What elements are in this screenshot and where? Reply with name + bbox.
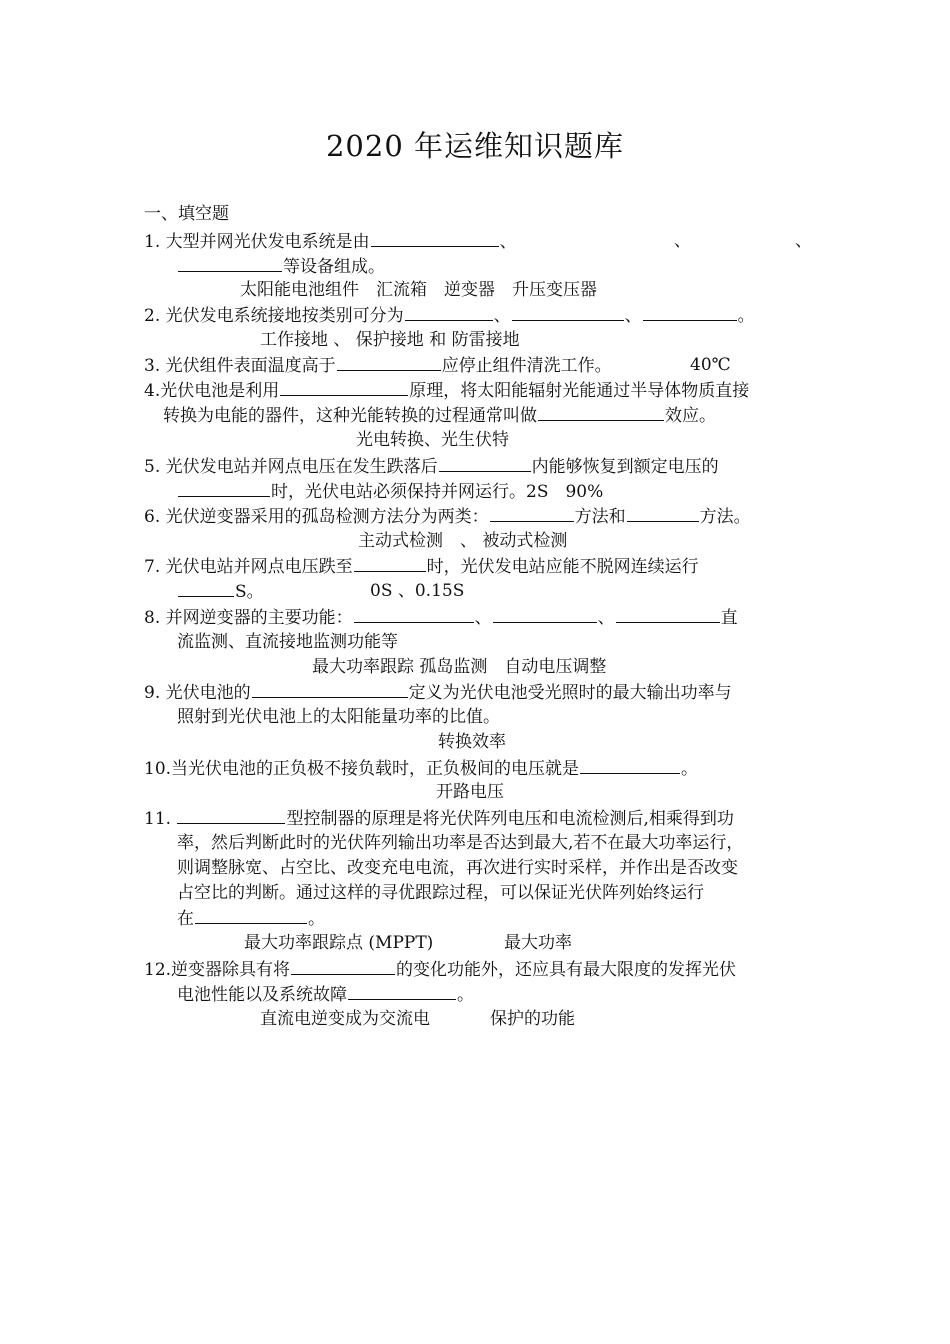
question-text: 光伏电池的: [165, 683, 251, 703]
question-text: 内能够恢复到额定电压的: [531, 457, 719, 477]
answer-text: 主动式检测 、 被动式检测: [358, 531, 568, 551]
question-3: [144, 353, 612, 378]
question-9: [144, 680, 732, 705]
question-text: 方法。: [699, 507, 751, 527]
question-number: 11.: [144, 809, 172, 829]
question-number: 10.: [144, 759, 172, 779]
answer-blank: [178, 254, 282, 272]
answer-blank: [178, 479, 270, 497]
separator: 、: [493, 306, 511, 326]
answer-blank: [348, 982, 456, 1000]
answer-blank: [512, 303, 624, 321]
question-12: [144, 957, 736, 982]
end-mark: 。: [457, 985, 474, 1005]
question-number: 5.: [144, 457, 161, 477]
answer-text: 最大功率跟踪 孤岛监测 自动电压调整: [312, 657, 607, 677]
question-number: 3.: [144, 356, 161, 376]
question-number: 2.: [144, 306, 161, 326]
question-text: 光伏组件表面温度高于: [165, 356, 336, 376]
question-text: S。: [235, 582, 264, 602]
question-text: 的变化功能外，还应具有最大限度的发挥光伏: [396, 960, 737, 980]
answer-text: 工作接地 、 保护接地 和 防雷接地: [260, 330, 520, 350]
question-11: [144, 806, 734, 831]
question-7-cont: [177, 579, 264, 604]
answer-blank: [627, 504, 699, 522]
question-text: 方法和: [574, 507, 626, 527]
question-text: 当光伏电池的正负极不接负载时，正负极间的电压就是: [171, 759, 580, 779]
answer-text: 最大功率跟踪点 (MPPT): [244, 933, 434, 953]
question-text: 并网逆变器的主要功能：: [165, 608, 353, 628]
answer-text: 40℃: [690, 355, 731, 375]
page-title: 2020 年运维知识题库: [325, 129, 625, 163]
answer-blank: [405, 303, 493, 321]
answer-text: 太阳能电池组件 汇流箱 逆变器 升压变压器: [240, 280, 597, 300]
question-11-cont: 则调整脉宽、占空比、改变充电电流，再次进行实时采样，并作出是否改变: [177, 858, 738, 878]
section-heading: 一、填空题: [144, 204, 229, 224]
question-text: 转换为电能的器件，这种光能转换的过程通常叫做: [163, 406, 537, 426]
separator: 、: [795, 231, 812, 251]
separator: 、: [624, 306, 642, 326]
question-text: 光伏电站并网点电压跌至: [165, 557, 353, 577]
answer-blank: [195, 906, 307, 924]
separator: 、: [474, 608, 492, 628]
question-text: 等设备组成。: [283, 257, 385, 277]
question-10: [144, 756, 698, 781]
answer-text: 直流电逆变成为交流电: [260, 1009, 430, 1029]
question-5-cont: [177, 479, 603, 504]
question-text: 型控制器的原理是将光伏阵列电压和电流检测后,相乘得到功: [286, 809, 734, 829]
question-6: [144, 504, 751, 529]
end-mark: 。: [681, 759, 699, 779]
question-text: 时，光伏发电站应能不脱网连续运行: [426, 557, 699, 577]
question-number: 9.: [144, 683, 161, 703]
answer-blank: [493, 605, 597, 623]
answer-blank: [354, 554, 426, 572]
question-text: 原理，将太阳能辐射光能通过半导体物质直接: [409, 381, 750, 401]
question-text: 直: [720, 608, 738, 628]
answer-text: 保护的功能: [490, 1009, 575, 1029]
end-mark: 。: [737, 306, 755, 326]
question-2: [144, 303, 755, 328]
answer-text: 开路电压: [436, 782, 504, 802]
answer-blank: [490, 504, 574, 522]
question-text: 效应。: [665, 406, 716, 426]
question-number: 12.: [144, 960, 172, 980]
question-text: 应停止组件清洗工作。: [441, 356, 612, 376]
separator: 、: [674, 231, 691, 251]
question-number: 1.: [144, 232, 161, 252]
answer-blank: [616, 605, 720, 623]
question-4: [144, 378, 749, 403]
question-4-cont: [163, 403, 716, 428]
question-text: 光伏发电站并网点电压在发生跌落后: [165, 457, 438, 477]
question-1: [144, 229, 517, 254]
answer-blank: [643, 303, 737, 321]
answer-blank: [178, 579, 234, 597]
question-8: [144, 605, 738, 630]
question-text: 光伏逆变器采用的孤岛检测方法分为两类：: [165, 507, 489, 527]
separator: 、: [597, 608, 615, 628]
question-number: 8.: [144, 608, 161, 628]
question-11-cont: [177, 906, 325, 931]
question-text: 在: [177, 909, 194, 929]
question-5: [144, 454, 719, 479]
question-1-cont: [177, 254, 385, 279]
question-text: 大型并网光伏发电系统是由: [165, 232, 370, 252]
answer-blank: [177, 806, 285, 824]
separator: 、: [499, 232, 517, 252]
answer-text: 光电转换、光生伏特: [356, 430, 509, 450]
answer-blank: [439, 454, 531, 472]
answer-blank: [538, 403, 664, 421]
answer-text: 2S 90%: [526, 482, 604, 502]
answer-text: 最大功率: [504, 933, 572, 953]
answer-blank: [291, 957, 395, 975]
answer-blank: [354, 605, 474, 623]
question-text: 光伏电池是利用: [160, 381, 280, 401]
question-number: 4.: [144, 381, 161, 401]
question-12-cont: [177, 982, 474, 1007]
answer-blank: [580, 756, 680, 774]
answer-blank: [371, 229, 499, 247]
question-number: 7.: [144, 557, 161, 577]
answer-text: 0S 、0.15S: [370, 581, 465, 601]
question-text: 光伏发电系统接地按类别可分为: [165, 306, 404, 326]
answer-blank: [252, 680, 408, 698]
question-text: 逆变器除具有将: [171, 960, 291, 980]
question-number: 6.: [144, 507, 161, 527]
question-text: 定义为光伏电池受光照时的最大输出功率与: [408, 683, 732, 703]
answer-blank: [280, 378, 408, 396]
question-text: 时，光伏电站必须保持并网运行。: [271, 482, 526, 502]
question-7: [144, 554, 699, 579]
question-11-cont: 占空比的判断。通过这样的寻优跟踪过程，可以保证光伏阵列始终运行: [177, 883, 704, 903]
question-11-cont: 率，然后判断此时的光伏阵列输出功率是否达到最大,若不在最大功率运行，: [177, 833, 744, 853]
answer-blank: [337, 353, 441, 371]
question-8-cont: 流监测、直流接地监测功能等: [177, 632, 398, 652]
question-9-cont: 照射到光伏电池上的太阳能量功率的比值。: [177, 707, 500, 727]
end-mark: 。: [308, 909, 325, 929]
answer-text: 转换效率: [438, 732, 506, 752]
question-text: 电池性能以及系统故障: [177, 985, 347, 1005]
